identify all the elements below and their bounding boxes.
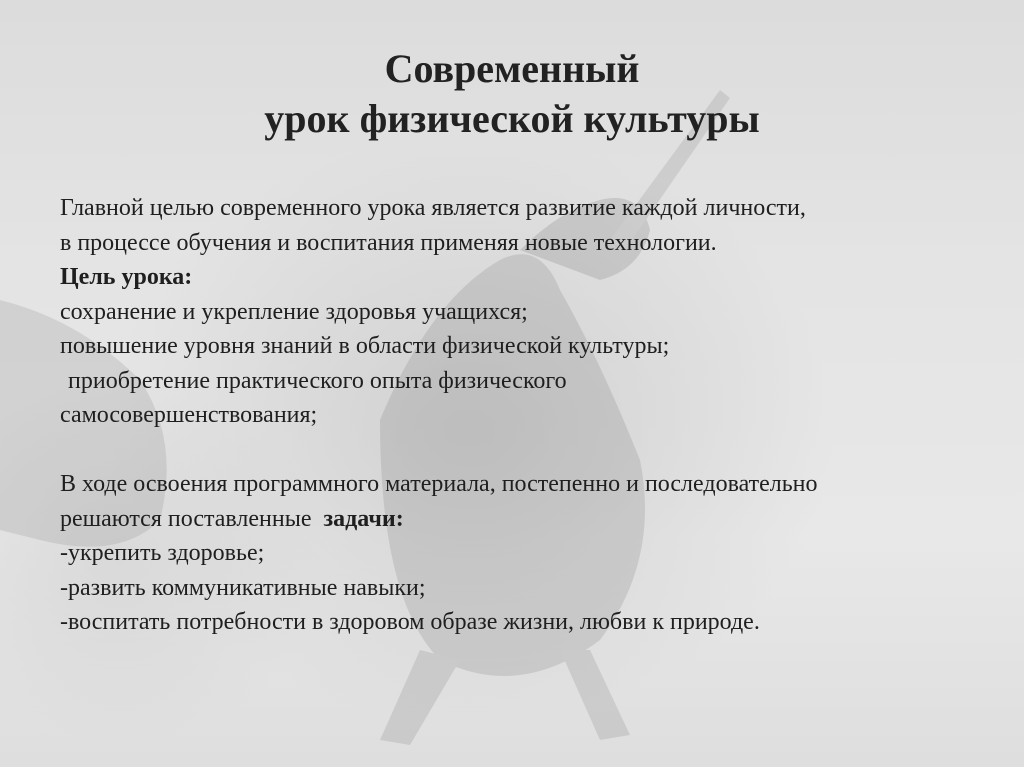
title-line-1: Современный [384,46,640,91]
task-item-2: -развить коммуникативные навыки; [60,574,426,601]
slide-title [0,44,1024,144]
intro-line-2: в процессе обучения и воспитания применяя новые технологии. [60,229,717,256]
goal-item-1: сохранение и укрепление здоровья учащихся; [60,298,528,325]
intro-line-1: Главной целью современного урока является развитие каждой личности, [60,195,806,221]
goal-heading: Цель урока: [60,264,193,290]
tasks-heading: задачи: [323,505,404,532]
goal-item-2: повышение уровня знаний в области физической культуры; [60,333,670,359]
title-line-2: урок физической культуры [264,96,760,141]
course-line-2 [60,502,990,537]
task-item-3: -воспитать потребности в здоровом образе жизни, любви к природе. [60,609,760,635]
task-item-1: -укрепить здоровье; [60,540,265,566]
slide-body [60,191,990,640]
paragraph-gap [60,433,990,468]
goal-item-3-continued: самосовершенствования; [60,402,318,428]
course-line-1: В ходе освоения программного материала, постепенно и последовательно [60,471,818,497]
course-line-2-text: решаются поставленные [60,505,312,532]
goal-item-3: приобретение практического опыта физического [68,367,567,394]
